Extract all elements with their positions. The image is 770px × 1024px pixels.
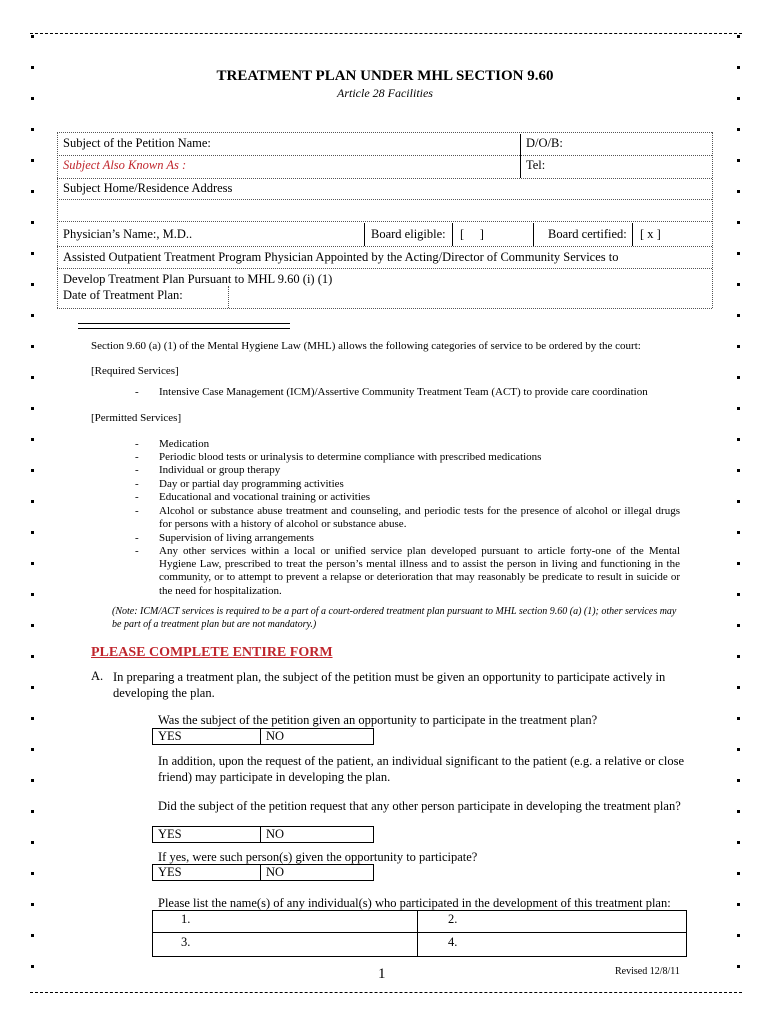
question-opportunity: If yes, were such person(s) given the opportunity to participate? [158, 850, 478, 864]
margin-mark [737, 469, 740, 472]
margin-mark [31, 345, 34, 348]
margin-mark [31, 717, 34, 720]
margin-mark [31, 128, 34, 131]
margin-mark [31, 469, 34, 472]
top-border [30, 33, 742, 34]
margin-mark [31, 686, 34, 689]
services-intro: Section 9.60 (a) (1) of the Mental Hygiene Law (MHL) allows the following categories of service to be ordered by the court: [91, 340, 641, 352]
services-note: (Note: ICM/ACT services is required to be a part of a court-ordered treatment plan pursuant to MHL section 9.60 (a) (1); other services may be part of a treatment plan but are not mandatory.) [112, 606, 677, 630]
address-label[interactable]: Subject Home/Residence Address [63, 181, 233, 195]
margin-mark [737, 500, 740, 503]
aka-label[interactable]: Subject Also Known As : [63, 158, 187, 172]
margin-mark [737, 593, 740, 596]
margin-mark [737, 655, 740, 658]
permitted-service-item: - Day or partial day programming activities [135, 478, 344, 490]
yes-option-1[interactable]: YES [158, 729, 182, 743]
margin-mark [31, 376, 34, 379]
develop-plan-text: Develop Treatment Plan Pursuant to MHL 9.60 (i) (1) [63, 272, 333, 286]
margin-mark [31, 159, 34, 162]
permitted-service-item: - Individual or group therapy [135, 464, 281, 476]
permitted-service-item: - Periodic blood tests or urinalysis to determine compliance with prescribed medications [135, 451, 542, 463]
margin-mark [737, 221, 740, 224]
no-option-3[interactable]: NO [266, 865, 285, 879]
margin-mark [31, 934, 34, 937]
yes-option-2[interactable]: YES [158, 827, 182, 841]
margin-mark [31, 748, 34, 751]
margin-mark [31, 314, 34, 317]
margin-mark [31, 562, 34, 565]
bottom-border [30, 992, 742, 993]
margin-mark [737, 128, 740, 131]
margin-mark [31, 593, 34, 596]
date-of-plan-label[interactable]: Date of Treatment Plan: [63, 288, 183, 302]
question-other-person: Did the subject of the petition request that any other person participate in developing the treatment plan? [158, 799, 681, 813]
margin-mark [31, 438, 34, 441]
participant-4-field[interactable]: 4. [448, 935, 458, 949]
significant-individual-info: In addition, upon the request of the patient, an individual significant to the patient (e.g. a relative or close friend) may participate in developing the plan. [158, 754, 684, 784]
margin-mark [31, 35, 34, 38]
margin-mark [737, 872, 740, 875]
margin-mark [737, 903, 740, 906]
yes-no-row-1 [152, 728, 374, 745]
margin-mark [737, 531, 740, 534]
margin-mark [737, 283, 740, 286]
subject-name-label[interactable]: Subject of the Petition Name: [63, 136, 211, 150]
required-service-item: - Intensive Case Management (ICM)/Assertive Community Treatment Team (ACT) to provide care coordination [135, 386, 648, 398]
question-list-names: Please list the name(s) of any individual(s) who participated in the development of this treatment plan: [158, 896, 671, 910]
margin-mark [737, 314, 740, 317]
section-a-text: In preparing a treatment plan, the subject of the petition must be given an opportunity to participate actively in developing the plan. [113, 670, 666, 700]
margin-mark [31, 407, 34, 410]
margin-mark [31, 252, 34, 255]
margin-mark [31, 841, 34, 844]
margin-mark [737, 748, 740, 751]
margin-mark [31, 810, 34, 813]
participants-table [152, 910, 687, 957]
margin-mark [737, 779, 740, 782]
physician-label[interactable]: Physician’s Name:, M.D.. [63, 227, 193, 241]
margin-mark [737, 159, 740, 162]
participant-2-field[interactable]: 2. [448, 912, 458, 926]
margin-mark [737, 934, 740, 937]
yes-no-row-2 [152, 826, 374, 843]
board-eligible-label: Board eligible: [371, 227, 446, 241]
page-number: 1 [378, 966, 386, 982]
margin-mark [737, 190, 740, 193]
page-title: TREATMENT PLAN UNDER MHL SECTION 9.60 [216, 68, 554, 84]
margin-mark [31, 872, 34, 875]
page-subtitle: Article 28 Facilities [337, 86, 433, 100]
margin-mark [31, 903, 34, 906]
margin-mark [737, 252, 740, 255]
margin-mark [31, 221, 34, 224]
margin-mark [31, 190, 34, 193]
board-certified-label: Board certified: [548, 227, 627, 241]
complete-form-heading: PLEASE COMPLETE ENTIRE FORM [91, 645, 333, 660]
margin-mark [737, 35, 740, 38]
margin-mark [31, 624, 34, 627]
participant-3-field[interactable]: 3. [181, 935, 191, 949]
margin-mark [737, 965, 740, 968]
tel-label[interactable]: Tel: [526, 158, 546, 172]
participant-1-field[interactable]: 1. [181, 912, 191, 926]
required-services-heading: [Required Services] [91, 365, 179, 377]
margin-mark [737, 376, 740, 379]
permitted-service-item: - Alcohol or substance abuse treatment and counseling, and periodic tests for the presence of alcohol or illegal drugs for persons with a history of alcohol or substance abuse. [135, 505, 680, 531]
no-option-2[interactable]: NO [266, 827, 285, 841]
margin-mark [737, 562, 740, 565]
margin-mark [31, 655, 34, 658]
revision-date: Revised 12/8/11 [615, 966, 680, 977]
margin-mark [737, 841, 740, 844]
margin-mark [31, 283, 34, 286]
margin-mark [737, 407, 740, 410]
yes-no-row-3 [152, 864, 374, 881]
board-certified-checkbox[interactable]: [ x ] [640, 227, 661, 241]
no-option-1[interactable]: NO [266, 729, 285, 743]
section-a-letter: A. [91, 669, 104, 683]
permitted-service-item: - Supervision of living arrangements [135, 532, 314, 544]
question-participate: Was the subject of the petition given an opportunity to participate in the treatment plan? [158, 713, 598, 727]
margin-mark [31, 779, 34, 782]
permitted-service-item: - Educational and vocational training or activities [135, 491, 371, 503]
margin-mark [737, 810, 740, 813]
margin-mark [737, 624, 740, 627]
margin-mark [31, 531, 34, 534]
permitted-service-item: - Any other services within a local or unified service plan developed pursuant to article forty-one of the Mental Hygiene Law, prescribed to treat the person’s mental illness and to assist the person in living and functioning in the community, or to attempt to prevent a relapse or deterioration that may reasonably be predicate to result in suicide or the need for hospitalization. [135, 545, 680, 597]
margin-mark [31, 500, 34, 503]
dob-label[interactable]: D/O/B: [526, 136, 563, 150]
permitted-services-heading: [Permitted Services] [91, 412, 182, 424]
board-eligible-checkbox[interactable]: [ ] [460, 227, 484, 241]
margin-mark [737, 717, 740, 720]
permitted-service-item: - Medication [135, 438, 210, 450]
margin-mark [31, 965, 34, 968]
margin-mark [737, 438, 740, 441]
margin-mark [737, 686, 740, 689]
aot-physician-text: Assisted Outpatient Treatment Program Physician Appointed by the Acting/Director of Community Services to [63, 250, 619, 264]
margin-mark [737, 345, 740, 348]
yes-option-3[interactable]: YES [158, 865, 182, 879]
